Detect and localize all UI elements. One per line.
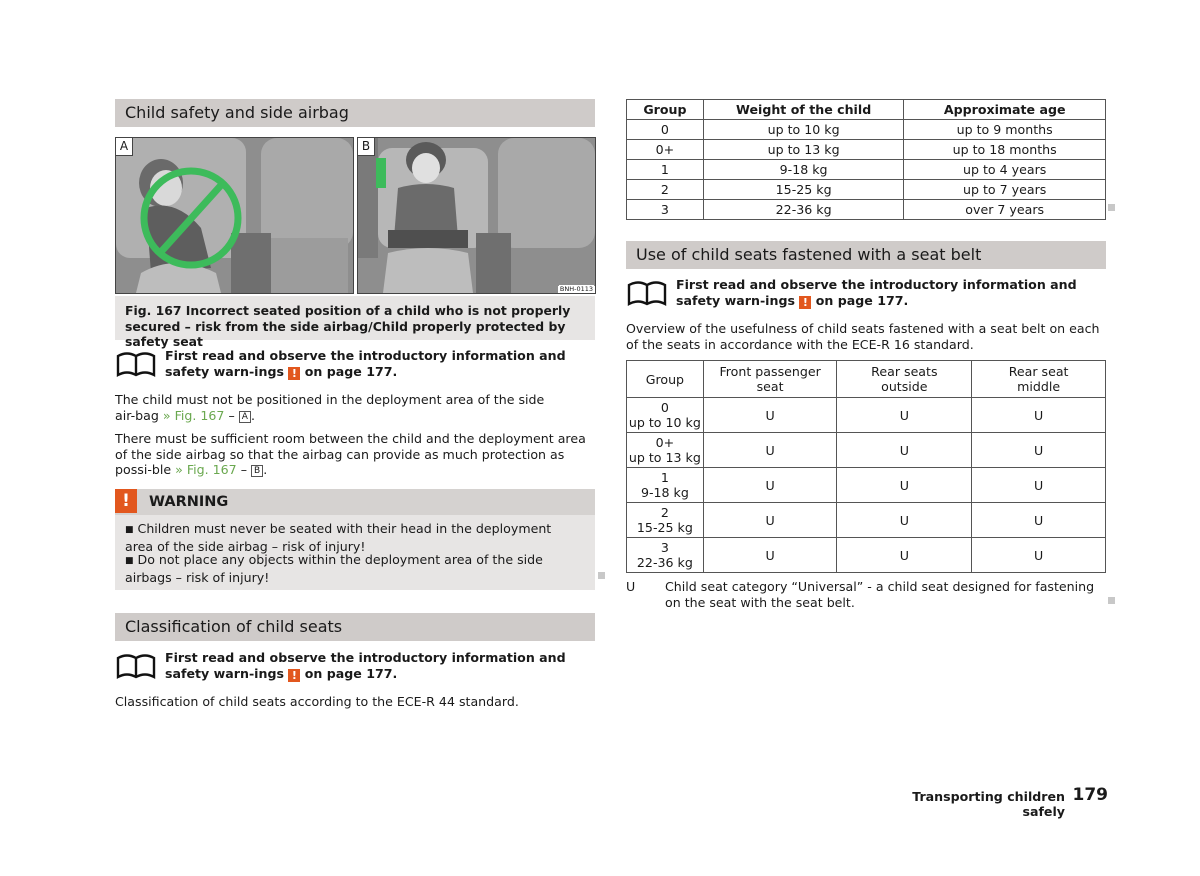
table-row xyxy=(627,503,1106,538)
group-number: 2 xyxy=(660,505,669,520)
column-header: Front passenger seat xyxy=(703,361,837,398)
group-weight: up to 10 kg xyxy=(628,415,701,430)
figure-label-a: A xyxy=(116,138,133,156)
age-cell: over 7 years xyxy=(904,200,1106,220)
section-end-marker xyxy=(1108,597,1115,604)
warning-symbol-icon: ! xyxy=(288,367,300,380)
group-cell xyxy=(627,398,704,433)
figure-ref-a: A xyxy=(239,411,251,423)
warning-item-text: Do not place any objects within the deployment area of the side airbags – risk of injury! xyxy=(125,552,543,585)
legend-text: Child seat category “Universal” - a child seat designed for fastening on the seat with the seat belt. xyxy=(665,579,1095,610)
notice-text: First read and observe the introductory information and safety warn-ings xyxy=(165,650,566,681)
group-weight: 9-18 kg xyxy=(640,485,689,500)
group-cell xyxy=(627,433,704,468)
weight-cell: 9-18 kg xyxy=(703,160,903,180)
warning-symbol-icon: ! xyxy=(799,296,811,309)
usage-cell: U xyxy=(703,398,837,433)
notice-text: First read and observe the introductory information and safety warn-ings xyxy=(165,348,566,379)
bullet: ■ xyxy=(125,556,134,566)
table-row xyxy=(627,140,1106,160)
book-icon xyxy=(115,350,157,378)
usage-cell: U xyxy=(972,538,1106,573)
group-cell: 1 xyxy=(627,160,704,180)
section-end-marker xyxy=(598,572,605,579)
seat-belt-usage-table xyxy=(626,360,1106,573)
warning-icon: ! xyxy=(115,489,137,513)
figure-panel-a xyxy=(115,137,354,294)
dash: – xyxy=(228,407,235,423)
child-seat-groups-table xyxy=(626,99,1106,220)
table-row xyxy=(627,120,1106,140)
notice-introductory-info xyxy=(676,277,1096,309)
age-cell: up to 9 months xyxy=(904,120,1106,140)
usage-cell: U xyxy=(837,538,972,573)
usage-cell: U xyxy=(837,398,972,433)
child-secured-illustration xyxy=(358,138,595,293)
footer-section-title: Transporting children safely xyxy=(912,789,1065,819)
notice-text: First read and observe the introductory information and safety warn-ings xyxy=(676,277,1077,308)
group-number: 0 xyxy=(660,400,669,415)
bullet: ■ xyxy=(125,525,134,535)
figure-link[interactable]: » Fig. 167 xyxy=(162,407,225,423)
group-cell: 3 xyxy=(627,200,704,220)
warning-item xyxy=(125,521,575,554)
notice-page-ref[interactable]: on page 177. xyxy=(304,363,398,379)
usage-cell: U xyxy=(703,468,837,503)
weight-cell: up to 13 kg xyxy=(703,140,903,160)
table-row xyxy=(627,160,1106,180)
legend-key: U xyxy=(626,579,636,594)
usage-cell: U xyxy=(837,433,972,468)
paragraph-text: There must be sufficient room between the child and the deployment area of the side airbag so that the airbag can provide as much protection as possi-ble xyxy=(115,431,586,477)
usage-cell: U xyxy=(972,433,1106,468)
group-cell: 2 xyxy=(627,180,704,200)
table-row xyxy=(627,398,1106,433)
usage-cell: U xyxy=(703,538,837,573)
column-header: Rear seat middle xyxy=(972,361,1106,398)
section-heading-seat-belt: Use of child seats fastened with a seat belt xyxy=(626,241,1106,269)
paragraph-classification: Classification of child seats according to the ECE-R 44 standard. xyxy=(115,694,519,709)
age-cell: up to 18 months xyxy=(904,140,1106,160)
usage-cell: U xyxy=(972,503,1106,538)
age-cell: up to 4 years xyxy=(904,160,1106,180)
warning-item-text: Children must never be seated with their head in the deployment area of the side airbag – risk of injury! xyxy=(125,521,552,554)
figure-label-b: B xyxy=(358,138,375,156)
paragraph-overview: Overview of the usefulness of child seats fastened with a seat belt on each of the seats in accordance with the ECE-R 16 standard. xyxy=(626,321,1100,352)
column-header: Group xyxy=(627,100,704,120)
usage-cell: U xyxy=(972,468,1106,503)
figure-link[interactable]: » Fig. 167 xyxy=(175,462,237,477)
figure-ref-b: B xyxy=(251,465,263,477)
table-row xyxy=(627,180,1106,200)
table-row xyxy=(627,538,1106,573)
section-end-marker xyxy=(1108,204,1115,211)
notice-introductory-info xyxy=(165,348,585,380)
warning-box xyxy=(115,489,595,590)
weight-cell: up to 10 kg xyxy=(703,120,903,140)
period: . xyxy=(250,407,255,423)
column-header: Group xyxy=(627,361,704,398)
usage-cell: U xyxy=(837,468,972,503)
notice-page-ref[interactable]: on page 177. xyxy=(815,292,909,308)
period: . xyxy=(263,462,268,477)
group-weight: up to 13 kg xyxy=(628,450,701,465)
group-weight: 22-36 kg xyxy=(636,555,693,570)
weight-cell: 15-25 kg xyxy=(703,180,903,200)
paragraph-airbag-room xyxy=(115,431,595,478)
page-number: 179 xyxy=(1072,785,1108,805)
group-cell: 0 xyxy=(627,120,704,140)
group-number: 0+ xyxy=(655,435,675,450)
child-unsecured-illustration xyxy=(116,138,353,293)
usage-cell: U xyxy=(972,398,1106,433)
table-row xyxy=(627,468,1106,503)
warning-symbol-icon: ! xyxy=(288,669,300,682)
notice-introductory-info xyxy=(165,650,585,682)
group-number: 3 xyxy=(660,540,669,555)
paragraph-child-position xyxy=(115,392,545,423)
group-cell xyxy=(627,503,704,538)
usage-cell: U xyxy=(837,503,972,538)
book-icon xyxy=(115,652,157,680)
figure-caption: Fig. 167 Incorrect seated position of a child who is not properly secured – risk from the side airbag/Child properly protected by safety seat xyxy=(125,303,571,349)
column-header: Weight of the child xyxy=(703,100,903,120)
figure-code: BNH-0113 xyxy=(559,285,593,293)
section-heading-child-safety: Child safety and side airbag xyxy=(115,99,595,127)
warning-item xyxy=(125,552,575,585)
age-cell: up to 7 years xyxy=(904,180,1106,200)
usage-cell: U xyxy=(703,503,837,538)
notice-page-ref[interactable]: on page 177. xyxy=(304,665,398,681)
weight-cell: 22-36 kg xyxy=(703,200,903,220)
figure-panel-b xyxy=(357,137,596,294)
dash: – xyxy=(240,462,248,477)
table-row xyxy=(627,433,1106,468)
group-weight: 15-25 kg xyxy=(636,520,693,535)
group-cell: 0+ xyxy=(627,140,704,160)
group-cell xyxy=(627,538,704,573)
paragraph-text: The child must not be positioned in the deployment area of the side air-bag xyxy=(115,392,545,423)
book-icon xyxy=(626,279,668,307)
section-heading-classification: Classification of child seats xyxy=(115,613,595,641)
group-number: 1 xyxy=(660,470,669,485)
usage-cell: U xyxy=(703,433,837,468)
column-header: Rear seats outside xyxy=(837,361,972,398)
group-cell xyxy=(627,468,704,503)
warning-title: WARNING xyxy=(115,489,595,515)
column-header: Approximate age xyxy=(904,100,1106,120)
table-row xyxy=(627,200,1106,220)
